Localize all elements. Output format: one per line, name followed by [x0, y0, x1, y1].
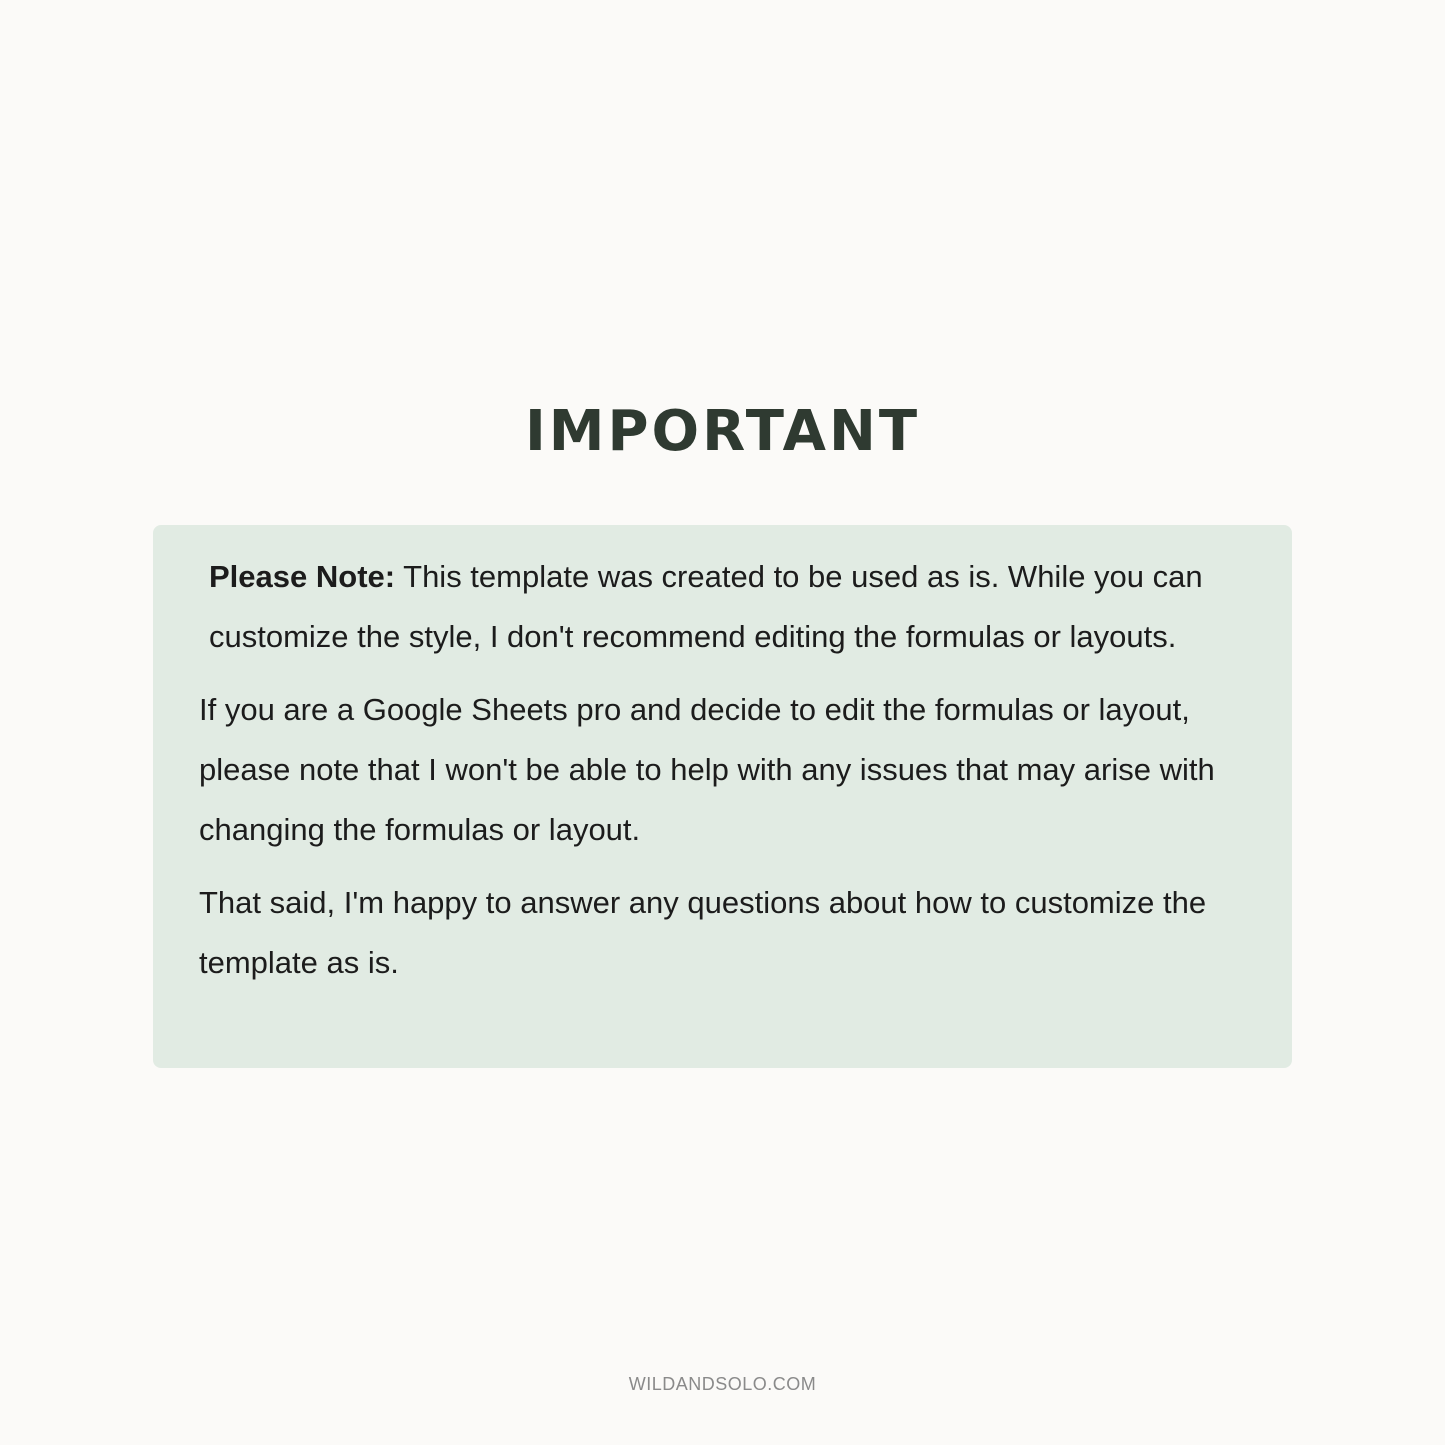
- note-paragraph-1-text: This template was created to be used as is. While you can customize the style, I don't recommend editing the formulas or layouts.: [209, 559, 1203, 654]
- page-title: IMPORTANT: [524, 399, 921, 464]
- note-paragraph-3: That said, I'm happy to answer any questions about how to customize the template as is.: [199, 885, 1207, 980]
- note-paragraph-1: [199, 547, 1252, 667]
- footer-website: WILDANDSOLO.COM: [628, 1374, 817, 1394]
- note-paragraph-2: If you are a Google Sheets pro and decide to edit the formulas or layout, please note that I won't be able to help with any issues that may arise with changing the formulas or layout.: [199, 692, 1215, 847]
- note-lead: Please Note:: [209, 559, 396, 594]
- note-box: [153, 525, 1292, 1068]
